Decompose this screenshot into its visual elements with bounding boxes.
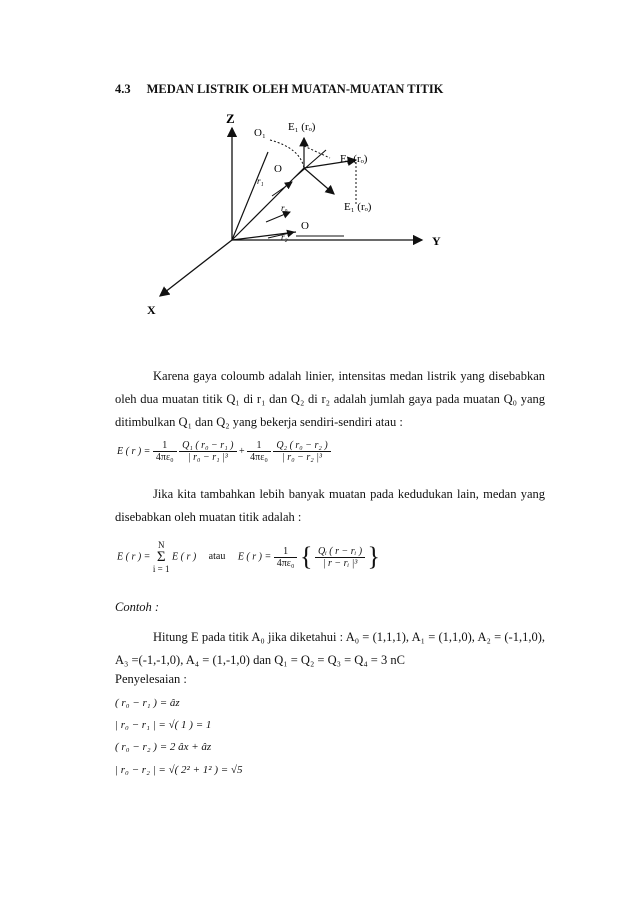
solution-label: Penyelesaian :: [115, 672, 187, 686]
eq2-sum: [153, 540, 170, 574]
eq1-q2-den: | r₀ − r₂ |³: [273, 451, 330, 463]
eq2-lhs2: E ( r ) =: [237, 551, 272, 563]
eq1-four-pi-b: 4πε₀: [247, 451, 271, 463]
section-title: MEDAN LISTRIK OLEH MUATAN-MUATAN TITIK: [146, 82, 444, 96]
x-axis: [160, 240, 232, 296]
step-3: ( r₀ − r₂ ) = 2 âx + âz: [115, 741, 212, 753]
eq2-four-pi: 4πε₀: [274, 557, 298, 569]
eq2-one: 1: [283, 545, 289, 557]
eq2-term-frac: [315, 546, 365, 569]
eq2-q-num: Qᵢ ( r − rᵢ ): [317, 545, 363, 557]
eq2-sum-symbol: Σ: [156, 549, 166, 565]
eq1-coef2: [247, 440, 271, 463]
r1-arrow-mark: [272, 182, 292, 196]
eq2-coef: [274, 546, 298, 569]
q1-label: O₁: [254, 127, 266, 139]
eq2-term: E ( r ): [172, 551, 197, 563]
axis-y-label: Y: [432, 234, 441, 248]
e1-top-label: E₁ (rₒ): [288, 121, 316, 133]
step-2: | r₀ − r₁ | = √( 1 ) = 1: [115, 719, 212, 731]
r0-arrow-mark: [266, 212, 290, 222]
e1-bottom-label: E₁ (rₒ): [344, 201, 372, 213]
r1-vector: [232, 152, 268, 240]
r2-label: r₂: [281, 232, 288, 242]
o-mid-label: O: [274, 163, 282, 175]
r1-label: r₁: [257, 176, 264, 186]
eq1-lhs: E ( r ) =: [117, 445, 151, 457]
o-low-label: O: [301, 220, 309, 232]
eq1-one-b: 1: [256, 440, 262, 451]
problem-statement: Hitung E pada titik A₀ jika diketahui : A₀ = (1,1,1), A₁ = (1,1,0), A₂ = (-1,1,0), A₃ =(-1,-1,0), A₄ = (1,-1,0) dan Q₁ = Q₂ = Q₃ = Q₄ = 3 nC: [115, 630, 545, 667]
paragraph-coulomb: Karena gaya coloumb adalah linier, intensitas medan listrik yang disebabkan oleh dua muatan titik Q₁ di r₁ dan Q₂ di r₂ adalah jumlah gaya pada muatan Q₀ yang ditimbulkan Q₁ dan Q₂ yang bekerja sendiri-sendiri atau :: [115, 369, 545, 429]
eq1-term1: [179, 440, 236, 463]
eq1-four-pi: 4πε₀: [153, 451, 177, 463]
section-number: 4.3: [115, 82, 131, 96]
r0-vector: [232, 168, 304, 240]
equation-superposition-two: [117, 440, 331, 463]
eq2-brace-close: }: [367, 542, 381, 571]
eq2-sum-top: N: [157, 540, 165, 550]
vector-diagram: [0, 0, 638, 340]
e0-label: E₀ (rₒ): [340, 153, 368, 165]
eq1-term2: [273, 440, 330, 463]
dotted-line-top: [304, 146, 330, 158]
eq1-plus: +: [239, 445, 245, 457]
e1-bottom-vector: [304, 168, 334, 194]
eq1-q2-num: Q₂ ( r₀ − r₂ ): [276, 440, 328, 451]
axis-x-label: X: [147, 303, 156, 317]
r0-label: r₀: [281, 203, 288, 213]
eq1-one: 1: [162, 440, 168, 451]
eq1-q1-num: Q₁ ( r₀ − r₁ ): [182, 440, 234, 451]
contoh-label: Contoh :: [115, 600, 160, 614]
eq2-brace-open: {: [299, 542, 313, 571]
eq2-q-den: | r − rᵢ |³: [315, 557, 365, 569]
step-1: ( r₀ − r₁ ) = âz: [115, 697, 180, 709]
paragraph-more-charges: Jika kita tambahkan lebih banyak muatan pada kedudukan lain, medan yang disebabkan oleh muatan titik adalah :: [115, 487, 545, 524]
eq2-atau: atau: [208, 551, 226, 563]
step-4: | r₀ − r₂ | = √( 2² + 1² ) = √5: [115, 764, 243, 776]
eq2-lhs: E ( r ) =: [117, 551, 151, 563]
equation-superposition-n: [117, 540, 380, 574]
eq2-sum-bottom: i = 1: [152, 564, 170, 574]
axis-z-label: Z: [226, 111, 235, 126]
eq1-q1-den: | r₀ − r₁ |³: [179, 451, 236, 463]
eq1-coef1: [153, 440, 177, 463]
